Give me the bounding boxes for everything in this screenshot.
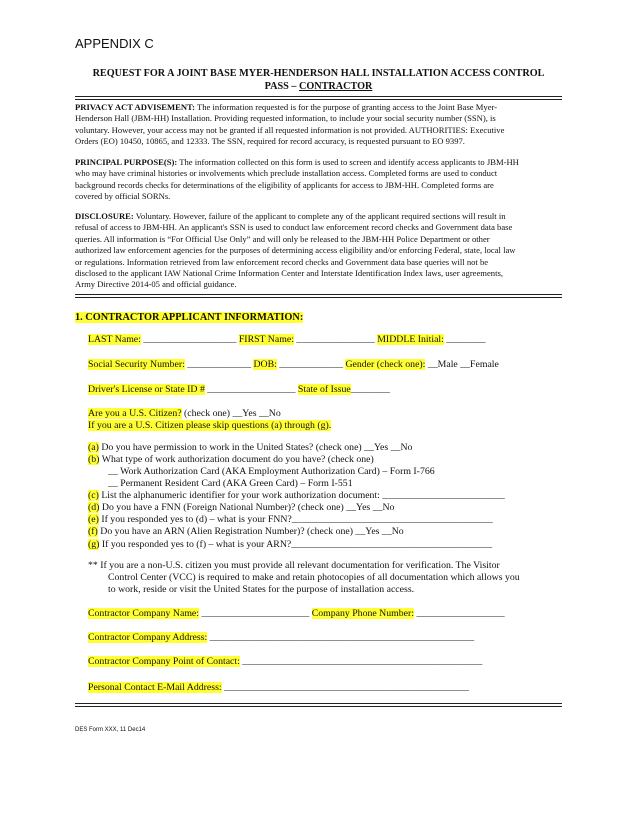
- question-g-label: (g): [88, 539, 100, 550]
- privacy-line1: [75, 102, 562, 113]
- citizen-row: [88, 408, 281, 420]
- question-c-text[interactable]: List the alphanumeric identifier for your work authorization document: _________________________: [98, 490, 505, 501]
- citizen-skip-text: If you are a U.S. Citizen please skip questions (a) through (g).: [88, 420, 332, 431]
- citizen-question: Are you a U.S. Citizen?: [88, 408, 182, 419]
- form-footer: DES Form XXX, 11 Dec14: [75, 727, 146, 733]
- email-label: Personal Contact E-Mail Address:: [88, 682, 222, 693]
- ssn-label: Social Security Number:: [88, 359, 185, 370]
- license-field[interactable]: __________________: [204, 384, 298, 395]
- privacy-label: PRIVACY ACT ADVISEMENT:: [75, 102, 196, 112]
- note-line1: ** If you are a non-U.S. citizen you must provide all relevant documentation for verification. The Visitor: [88, 560, 500, 571]
- middle-initial-field[interactable]: ________: [443, 334, 486, 345]
- purpose-line1: [75, 157, 562, 168]
- company-row: [88, 608, 505, 620]
- disclosure-line4: authorized law enforcement agencies for the purposes of determining access eligibility and/or enforcing Federal, state, local law: [75, 245, 516, 256]
- question-a: [88, 442, 412, 454]
- note-line3: to work, reside or visit the United States for the purpose of installation access.: [108, 584, 415, 595]
- poc-label: Contractor Company Point of Contact:: [88, 656, 240, 667]
- form-title: [75, 67, 562, 93]
- question-g: [88, 539, 492, 551]
- form-title-line2: [75, 80, 562, 93]
- question-c: [88, 490, 505, 502]
- disclosure-line7: Army Directive 2014-05 and official guidance.: [75, 279, 237, 290]
- poc-row: [88, 656, 482, 668]
- form-title-prefix: PASS –: [264, 81, 299, 92]
- disclosure-line6: disclosed to the applicant IAW National Crime Information Center and Interstate Identification Index laws, user agreements,: [75, 268, 503, 279]
- company-name-label: Contractor Company Name:: [88, 608, 200, 619]
- appendix-label: APPENDIX C: [75, 36, 154, 51]
- disclosure-line1: [75, 211, 562, 222]
- question-a-text[interactable]: Do you have permission to work in the United States? (check one) __Yes __No: [98, 442, 413, 453]
- question-f: [88, 526, 404, 538]
- privacy-advisement: [75, 102, 562, 148]
- form-title-contractor: CONTRACTOR: [298, 81, 373, 92]
- question-d-label: (d): [88, 502, 100, 513]
- citizen-options[interactable]: (check one) __Yes __No: [181, 408, 281, 419]
- privacy-text1: The information requested is for the purpose of granting access to the Joint Base Myer-: [195, 102, 498, 112]
- state-label: State of Issue: [297, 384, 351, 395]
- ssn-row: [88, 359, 499, 371]
- disclosure: [75, 211, 562, 291]
- section-title-text: 1. CONTRACTOR APPLICANT INFORMATION:: [75, 312, 304, 323]
- question-a-label: (a): [88, 442, 99, 453]
- purpose-text1: The information collected on this form is used to screen and identify access applicants to JBM-HH: [177, 157, 519, 167]
- question-b: [88, 454, 374, 466]
- state-field[interactable]: ________: [350, 384, 390, 395]
- ssn-field[interactable]: _____________: [184, 359, 254, 370]
- note-line2: Control Center (VCC) is required to make and retain photocopies of all documentation which allows you: [108, 572, 520, 583]
- email-field[interactable]: __________________________________________________: [221, 682, 469, 693]
- purpose-label: PRINCIPAL PURPOSE(S):: [75, 157, 178, 167]
- disclosure-text1: Voluntary. However, failure of the applicant to complete any of the applicant required sections will result in: [133, 211, 506, 221]
- company-name-field[interactable]: ______________________: [199, 608, 312, 619]
- question-b-option1[interactable]: __ Work Authorization Card (AKA Employment Authorization Card) – Form I-766: [108, 466, 435, 477]
- principal-purpose: [75, 157, 562, 203]
- question-f-label: (f): [88, 526, 98, 537]
- dob-field[interactable]: _____________: [276, 359, 346, 370]
- question-b-text: What type of work authorization document do you have? (check one): [99, 454, 374, 465]
- company-address-row: [88, 632, 474, 644]
- middle-initial-label: MIDDLE Initial:: [377, 334, 444, 345]
- privacy-line4: Orders (EO) 10450, 10865, and 12333. The SSN, required for record accuracy, is requested pursuant to EO 9397.: [75, 136, 465, 147]
- dob-label: DOB:: [253, 359, 277, 370]
- citizen-skip-row: [88, 420, 331, 432]
- disclosure-line5: or regulations. Information retrieved from law enforcement record checks and Government data base queries will not be: [75, 256, 489, 267]
- disclosure-label: DISCLOSURE:: [75, 211, 134, 221]
- question-d: [88, 502, 394, 514]
- question-b-option2[interactable]: __ Permanent Resident Card (AKA Green Card) – Form I-551: [108, 478, 353, 489]
- question-c-label: (c): [88, 490, 99, 501]
- company-address-label: Contractor Company Address:: [88, 632, 208, 643]
- privacy-line3: voluntary. However, your access may not be granted if all requested information is not provided. AUTHORITIES: Executive: [75, 124, 505, 135]
- company-address-field[interactable]: ______________________________________________________: [207, 632, 475, 643]
- section-title: [75, 312, 303, 323]
- privacy-line2: Henderson Hall (JBM-HH) Installation. Providing requested information, to include your social security number (SSN), is: [75, 113, 496, 124]
- purpose-line3: background records checks for determinations of the eligibility of applicants for access to JBM-HH. Completed forms are: [75, 179, 494, 190]
- divider-bottom: [75, 703, 562, 707]
- disclosure-line2: refusal of access to JBM-HH. An applicant's SSN is used to conduct law enforcement record checks and Government data base: [75, 222, 513, 233]
- purpose-line4: covered by official SORNs.: [75, 191, 171, 202]
- question-e-text[interactable]: If you responded yes to (d) – what is your FNN?_________________________________________: [98, 514, 493, 525]
- divider-mid: [75, 294, 562, 298]
- question-g-text[interactable]: If you responded yes to (f) – what is your ARN?_________________________________________: [99, 539, 493, 550]
- license-row: [88, 384, 390, 396]
- company-phone-field[interactable]: __________________: [414, 608, 505, 619]
- purpose-line2: who may have criminal histories or involvements which preclude installation access. Completed forms are used to conduct: [75, 168, 498, 179]
- last-name-field[interactable]: ___________________: [140, 334, 239, 345]
- email-row: [88, 682, 469, 694]
- company-phone-label: Company Phone Number:: [311, 608, 414, 619]
- name-row: [88, 334, 486, 346]
- poc-field[interactable]: _________________________________________________: [239, 656, 483, 667]
- form-title-line1: REQUEST FOR A JOINT BASE MYER-HENDERSON HALL INSTALLATION ACCESS CONTROL: [92, 68, 545, 79]
- divider-top: [75, 96, 562, 100]
- first-name-label: FIRST Name:: [238, 334, 294, 345]
- license-label: Driver's License or State ID #: [88, 384, 205, 395]
- first-name-field[interactable]: ________________: [293, 334, 378, 345]
- disclosure-line3: queries. All information is “For Official Use Only” and will only be released to the JBM-HH Police Department or other: [75, 233, 490, 244]
- last-name-label: LAST Name:: [88, 334, 141, 345]
- question-e: [88, 514, 493, 526]
- gender-label: Gender (check one):: [345, 359, 426, 370]
- question-f-text[interactable]: Do you have an ARN (Alien Registration Number)? (check one) __Yes __No: [97, 526, 404, 537]
- gender-options[interactable]: __Male __Female: [425, 359, 499, 370]
- question-b-label: (b): [88, 454, 100, 465]
- question-d-text[interactable]: Do you have a FNN (Foreign National Number)? (check one) __Yes __No: [99, 502, 395, 513]
- question-e-label: (e): [88, 514, 99, 525]
